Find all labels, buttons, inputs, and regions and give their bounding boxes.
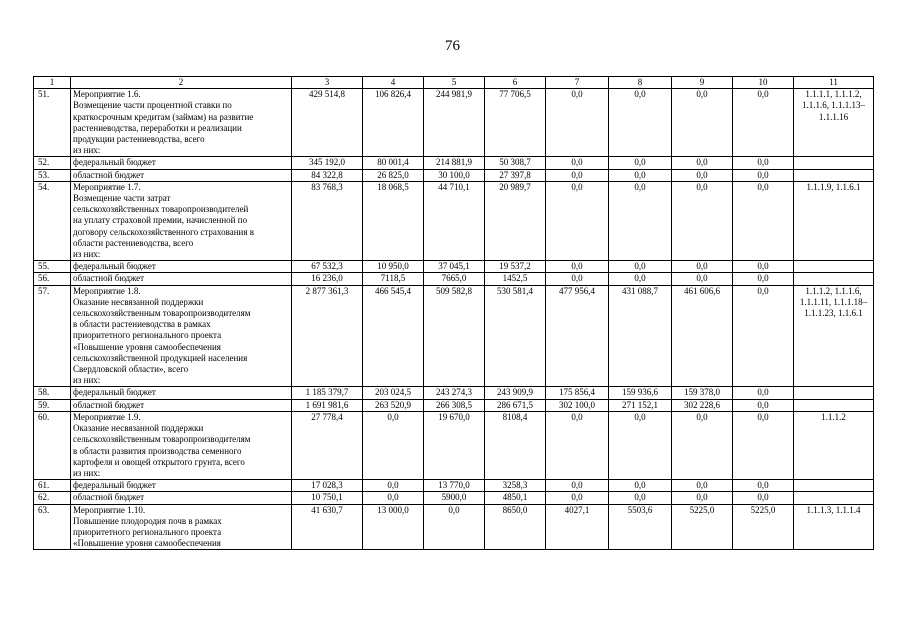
target-indicators: 1.1.1.3, 1.1.1.4	[794, 504, 874, 550]
budget-table	[33, 76, 874, 550]
header-cell: 6	[485, 77, 546, 89]
row-name: областной бюджет	[71, 169, 292, 181]
header-cell: 5	[424, 77, 485, 89]
value-cell: 37 045,1	[424, 261, 485, 273]
row-name: Мероприятие 1.10. Повышение плодородия почв в рамках приоритетного регионального проекта «Повышение уровня самообеспечения	[71, 504, 292, 550]
table-row	[34, 411, 874, 479]
row-number: 56.	[34, 273, 71, 285]
row-name: федеральный бюджет	[71, 480, 292, 492]
value-cell: 19 537,2	[485, 261, 546, 273]
value-cell: 0,0	[609, 261, 672, 273]
row-number: 60.	[34, 411, 71, 479]
row-number: 51.	[34, 89, 71, 157]
row-name: Мероприятие 1.9. Оказание несвязанной поддержки сельскохозяйственным товаропроизводителям в области развития производства семенного картофеля и овощей открытого грунта, всего из них:	[71, 411, 292, 479]
value-cell: 0,0	[609, 89, 672, 157]
value-cell: 0,0	[733, 157, 794, 169]
value-cell: 0,0	[733, 399, 794, 411]
value-cell: 19 670,0	[424, 411, 485, 479]
value-cell: 0,0	[609, 492, 672, 504]
value-cell: 8108,4	[485, 411, 546, 479]
value-cell: 5225,0	[672, 504, 733, 550]
value-cell: 0,0	[672, 89, 733, 157]
row-number: 55.	[34, 261, 71, 273]
target-indicators	[794, 169, 874, 181]
value-cell: 345 192,0	[292, 157, 363, 169]
value-cell: 203 024,5	[363, 387, 424, 399]
row-name: областной бюджет	[71, 399, 292, 411]
value-cell: 263 520,9	[363, 399, 424, 411]
target-indicators: 1.1.1.2	[794, 411, 874, 479]
table-row	[34, 399, 874, 411]
value-cell: 17 028,3	[292, 480, 363, 492]
value-cell: 0,0	[733, 181, 794, 260]
value-cell: 0,0	[733, 492, 794, 504]
row-name: федеральный бюджет	[71, 261, 292, 273]
row-name: областной бюджет	[71, 273, 292, 285]
value-cell: 80 001,4	[363, 157, 424, 169]
header-cell: 8	[609, 77, 672, 89]
row-number: 54.	[34, 181, 71, 260]
value-cell: 10 750,1	[292, 492, 363, 504]
header-cell: 10	[733, 77, 794, 89]
value-cell: 0,0	[546, 157, 609, 169]
value-cell: 0,0	[363, 411, 424, 479]
value-cell: 7118,5	[363, 273, 424, 285]
value-cell: 0,0	[609, 169, 672, 181]
value-cell: 1452,5	[485, 273, 546, 285]
value-cell: 1 185 379,7	[292, 387, 363, 399]
row-number: 61.	[34, 480, 71, 492]
target-indicators	[794, 273, 874, 285]
header-cell: 4	[363, 77, 424, 89]
value-cell: 20 989,7	[485, 181, 546, 260]
value-cell: 0,0	[733, 273, 794, 285]
value-cell: 2 877 361,3	[292, 285, 363, 387]
value-cell: 244 981,9	[424, 89, 485, 157]
value-cell: 159 936,6	[609, 387, 672, 399]
value-cell: 0,0	[672, 169, 733, 181]
value-cell: 5225,0	[733, 504, 794, 550]
row-number: 52.	[34, 157, 71, 169]
value-cell: 83 768,3	[292, 181, 363, 260]
value-cell: 0,0	[733, 89, 794, 157]
row-number: 58.	[34, 387, 71, 399]
header-cell: 3	[292, 77, 363, 89]
value-cell: 0,0	[672, 273, 733, 285]
table-row	[34, 89, 874, 157]
value-cell: 0,0	[672, 480, 733, 492]
value-cell: 41 630,7	[292, 504, 363, 550]
table-row	[34, 169, 874, 181]
value-cell: 67 532,3	[292, 261, 363, 273]
value-cell: 16 236,0	[292, 273, 363, 285]
value-cell: 0,0	[672, 261, 733, 273]
value-cell: 26 825,0	[363, 169, 424, 181]
value-cell: 159 378,0	[672, 387, 733, 399]
target-indicators	[794, 480, 874, 492]
row-number: 63.	[34, 504, 71, 550]
value-cell: 106 826,4	[363, 89, 424, 157]
target-indicators: 1.1.1.2, 1.1.1.6, 1.1.1.11, 1.1.1.18– 1.1.1.23, 1.1.6.1	[794, 285, 874, 387]
row-name: федеральный бюджет	[71, 387, 292, 399]
value-cell: 466 545,4	[363, 285, 424, 387]
row-number: 59.	[34, 399, 71, 411]
header-cell: 2	[71, 77, 292, 89]
value-cell: 3258,3	[485, 480, 546, 492]
value-cell: 271 152,1	[609, 399, 672, 411]
value-cell: 0,0	[546, 169, 609, 181]
value-cell: 5900,0	[424, 492, 485, 504]
value-cell: 10 950,0	[363, 261, 424, 273]
value-cell: 0,0	[609, 181, 672, 260]
value-cell: 8650,0	[485, 504, 546, 550]
target-indicators: 1.1.1.1, 1.1.1.2, 1.1.1.6, 1.1.1.13– 1.1.1.16	[794, 89, 874, 157]
value-cell: 27 778,4	[292, 411, 363, 479]
value-cell: 302 228,6	[672, 399, 733, 411]
value-cell: 0,0	[546, 480, 609, 492]
value-cell: 50 308,7	[485, 157, 546, 169]
target-indicators	[794, 492, 874, 504]
value-cell: 4850,1	[485, 492, 546, 504]
value-cell: 0,0	[546, 492, 609, 504]
value-cell: 0,0	[546, 89, 609, 157]
value-cell: 0,0	[363, 492, 424, 504]
target-indicators	[794, 261, 874, 273]
value-cell: 0,0	[733, 480, 794, 492]
value-cell: 77 706,5	[485, 89, 546, 157]
value-cell: 30 100,0	[424, 169, 485, 181]
row-number: 57.	[34, 285, 71, 387]
row-name: Мероприятие 1.8. Оказание несвязанной поддержки сельскохозяйственным товаропроизводителям в области растениеводства в рамках приоритетного регионального проекта «Повышение уровня самообеспечения сельскохозяйственной продукцией населения Свердловской области», всего из них:	[71, 285, 292, 387]
value-cell: 84 322,8	[292, 169, 363, 181]
value-cell: 13 000,0	[363, 504, 424, 550]
row-name: областной бюджет	[71, 492, 292, 504]
value-cell: 44 710,1	[424, 181, 485, 260]
value-cell: 0,0	[609, 273, 672, 285]
table-body	[34, 77, 874, 550]
value-cell: 266 308,5	[424, 399, 485, 411]
value-cell: 0,0	[609, 157, 672, 169]
value-cell: 18 068,5	[363, 181, 424, 260]
value-cell: 0,0	[546, 261, 609, 273]
header-cell: 9	[672, 77, 733, 89]
table-row	[34, 504, 874, 550]
header-row	[34, 77, 874, 89]
value-cell: 0,0	[363, 480, 424, 492]
value-cell: 477 956,4	[546, 285, 609, 387]
header-cell: 11	[794, 77, 874, 89]
header-cell: 7	[546, 77, 609, 89]
value-cell: 0,0	[546, 273, 609, 285]
target-indicators	[794, 157, 874, 169]
value-cell: 1 691 981,6	[292, 399, 363, 411]
page-number: 76	[445, 38, 460, 54]
value-cell: 0,0	[609, 480, 672, 492]
value-cell: 461 606,6	[672, 285, 733, 387]
value-cell: 0,0	[546, 181, 609, 260]
row-name: Мероприятие 1.6. Возмещение части процентной ставки по краткосрочным кредитам (займам) на развитие растениеводства, переработки и реализации продукции растениеводства, всего из них:	[71, 89, 292, 157]
value-cell: 214 881,9	[424, 157, 485, 169]
value-cell: 243 909,9	[485, 387, 546, 399]
value-cell: 0,0	[424, 504, 485, 550]
table-row	[34, 387, 874, 399]
value-cell: 0,0	[672, 157, 733, 169]
value-cell: 13 770,0	[424, 480, 485, 492]
row-number: 62.	[34, 492, 71, 504]
value-cell: 5503,6	[609, 504, 672, 550]
table-row	[34, 480, 874, 492]
table-row	[34, 181, 874, 260]
table-row	[34, 261, 874, 273]
value-cell: 509 582,8	[424, 285, 485, 387]
value-cell: 530 581,4	[485, 285, 546, 387]
value-cell: 0,0	[733, 387, 794, 399]
value-cell: 0,0	[609, 411, 672, 479]
value-cell: 302 100,0	[546, 399, 609, 411]
header-cell: 1	[34, 77, 71, 89]
value-cell: 0,0	[733, 261, 794, 273]
row-number: 53.	[34, 169, 71, 181]
value-cell: 4027,1	[546, 504, 609, 550]
row-name: Мероприятие 1.7. Возмещение части затрат сельскохозяйственных товаропроизводителей на уплату страховой премии, начисленной по договору сельскохозяйственного страхования в области растениеводства, всего из них:	[71, 181, 292, 260]
table-row	[34, 157, 874, 169]
value-cell: 0,0	[733, 169, 794, 181]
table-row	[34, 492, 874, 504]
target-indicators	[794, 387, 874, 399]
value-cell: 0,0	[733, 285, 794, 387]
table-row	[34, 285, 874, 387]
value-cell: 27 397,8	[485, 169, 546, 181]
value-cell: 0,0	[672, 181, 733, 260]
table-row	[34, 273, 874, 285]
value-cell: 429 514,8	[292, 89, 363, 157]
value-cell: 431 088,7	[609, 285, 672, 387]
value-cell: 175 856,4	[546, 387, 609, 399]
value-cell: 0,0	[733, 411, 794, 479]
value-cell: 243 274,3	[424, 387, 485, 399]
value-cell: 0,0	[672, 492, 733, 504]
value-cell: 0,0	[546, 411, 609, 479]
row-name: федеральный бюджет	[71, 157, 292, 169]
value-cell: 7665,0	[424, 273, 485, 285]
target-indicators: 1.1.1.9, 1.1.6.1	[794, 181, 874, 260]
target-indicators	[794, 399, 874, 411]
value-cell: 0,0	[672, 411, 733, 479]
value-cell: 286 671,5	[485, 399, 546, 411]
